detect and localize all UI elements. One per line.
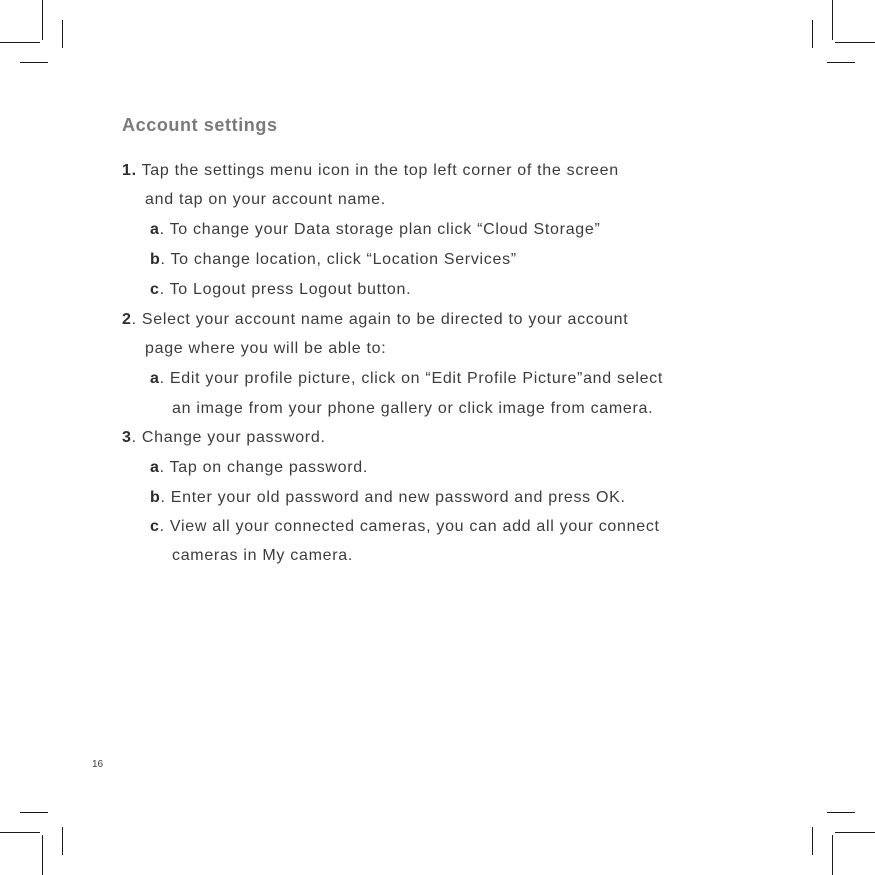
step-1-sub-a — [150, 220, 601, 240]
crop-mark — [20, 812, 48, 813]
crop-mark — [827, 812, 855, 813]
sub-letter: a — [150, 221, 160, 238]
step-number: 3 — [122, 429, 132, 446]
crop-mark — [832, 0, 833, 40]
sub-text: . To change your Data storage plan click “Cloud Storage” — [159, 221, 601, 238]
sub-text: . Edit your profile picture, click on “Edit Profile Picture”and select — [159, 370, 664, 387]
crop-mark — [835, 832, 875, 833]
sub-letter: b — [150, 489, 161, 506]
sub-text: . To change location, click “Location Services” — [160, 251, 517, 268]
step-text: . Change your password. — [131, 429, 326, 446]
page-number: 16 — [92, 759, 104, 770]
crop-mark — [812, 20, 813, 48]
crop-mark — [0, 42, 40, 43]
step-2-sub-a-cont: an image from your phone gallery or click image from camera. — [172, 400, 654, 417]
step-1-sub-c — [150, 280, 411, 300]
sub-text: . Enter your old password and new password and press OK. — [160, 489, 626, 506]
step-3-sub-b — [150, 488, 626, 508]
step-2-line-2: page where you will be able to: — [145, 340, 387, 357]
step-3-sub-a — [150, 458, 368, 478]
step-text: Tap the settings menu icon in the top left corner of the screen — [141, 162, 619, 179]
crop-mark — [835, 42, 875, 43]
step-number: 2 — [122, 311, 132, 328]
crop-mark — [42, 835, 43, 875]
step-1-line-2: and tap on your account name. — [145, 191, 386, 208]
sub-text: . Tap on change password. — [159, 459, 369, 476]
step-number: 1. — [122, 162, 137, 179]
step-1-line-1 — [122, 161, 619, 181]
sub-letter: a — [150, 370, 160, 387]
crop-mark — [827, 62, 855, 63]
step-3-line-1 — [122, 428, 326, 448]
crop-mark — [20, 62, 48, 63]
sub-letter: b — [150, 251, 161, 268]
step-3-sub-c-cont: cameras in My camera. — [172, 547, 353, 564]
crop-mark — [62, 20, 63, 48]
crop-mark — [42, 0, 43, 40]
sub-text: . View all your connected cameras, you can add all your connect — [159, 518, 660, 535]
crop-mark — [0, 832, 40, 833]
sub-letter: c — [150, 518, 160, 535]
step-2-line-1 — [122, 310, 628, 330]
section-heading: Account settings — [122, 115, 278, 135]
step-text: . Select your account name again to be directed to your account — [131, 311, 629, 328]
sub-text: . To Logout press Logout button. — [159, 281, 412, 298]
crop-mark — [832, 835, 833, 875]
sub-letter: c — [150, 281, 160, 298]
step-3-sub-c — [150, 517, 660, 537]
step-2-sub-a — [150, 369, 663, 389]
crop-mark — [812, 827, 813, 855]
crop-mark — [62, 827, 63, 855]
step-1-sub-b — [150, 250, 517, 270]
sub-letter: a — [150, 459, 160, 476]
